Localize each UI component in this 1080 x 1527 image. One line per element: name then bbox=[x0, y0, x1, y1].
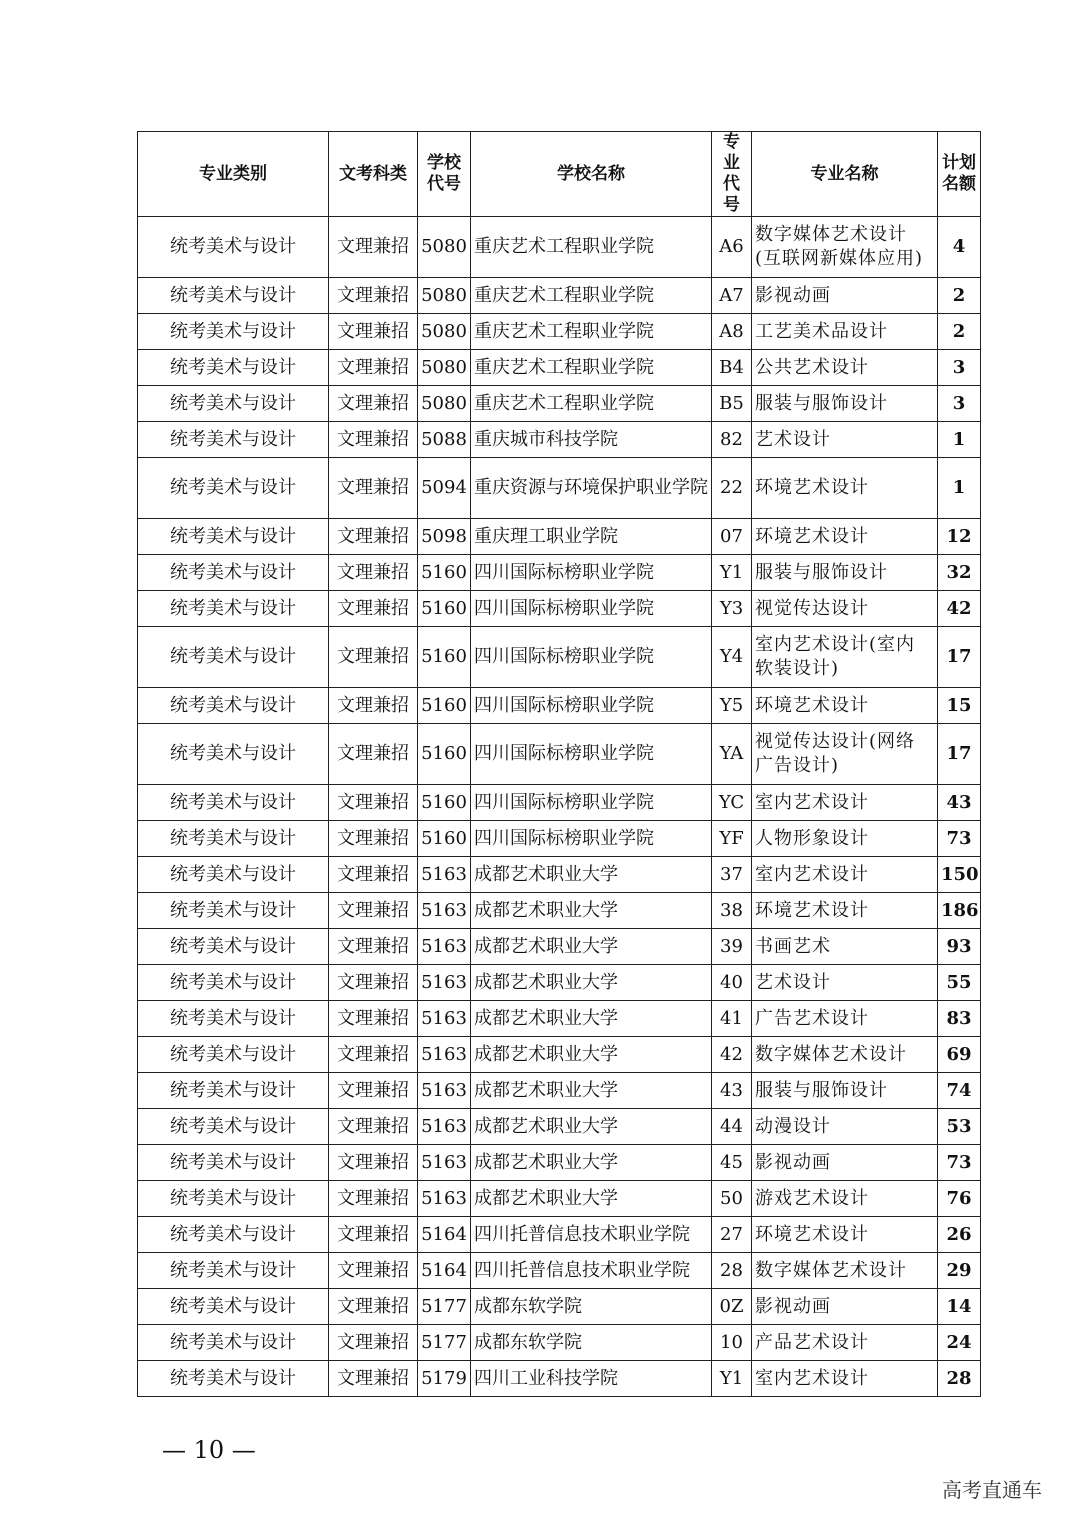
major-code-cell: 07 bbox=[712, 519, 752, 555]
major-name-cell: 环境艺术设计 bbox=[752, 519, 938, 555]
table-body bbox=[138, 217, 981, 1397]
subject-cell: 文理兼招 bbox=[329, 314, 418, 350]
school-code-cell: 5163 bbox=[418, 857, 471, 893]
table-row bbox=[138, 857, 981, 893]
major-code-cell: Y1 bbox=[712, 555, 752, 591]
subject-cell: 文理兼招 bbox=[329, 724, 418, 785]
table-row bbox=[138, 458, 981, 519]
category-cell: 统考美术与设计 bbox=[138, 1109, 329, 1145]
header-category: 专业类别 bbox=[138, 132, 329, 217]
school-code-cell: 5163 bbox=[418, 1037, 471, 1073]
subject-cell: 文理兼招 bbox=[329, 1001, 418, 1037]
quota-cell: 2 bbox=[938, 314, 981, 350]
table-row bbox=[138, 785, 981, 821]
category-cell: 统考美术与设计 bbox=[138, 314, 329, 350]
subject-cell: 文理兼招 bbox=[329, 1073, 418, 1109]
major-name-cell: 动漫设计 bbox=[752, 1109, 938, 1145]
school-name-cell: 成都艺术职业大学 bbox=[471, 1037, 712, 1073]
quota-cell: 2 bbox=[938, 278, 981, 314]
major-name-cell: 产品艺术设计 bbox=[752, 1325, 938, 1361]
subject-cell: 文理兼招 bbox=[329, 519, 418, 555]
quota-cell: 43 bbox=[938, 785, 981, 821]
quota-cell: 12 bbox=[938, 519, 981, 555]
table-row bbox=[138, 688, 981, 724]
subject-cell: 文理兼招 bbox=[329, 278, 418, 314]
school-name-cell: 成都艺术职业大学 bbox=[471, 1073, 712, 1109]
major-code-cell: 42 bbox=[712, 1037, 752, 1073]
school-code-cell: 5160 bbox=[418, 688, 471, 724]
header-school-code: 学校 代号 bbox=[418, 132, 471, 217]
school-code-cell: 5080 bbox=[418, 314, 471, 350]
quota-cell: 26 bbox=[938, 1217, 981, 1253]
category-cell: 统考美术与设计 bbox=[138, 591, 329, 627]
table-row bbox=[138, 278, 981, 314]
major-code-cell: B5 bbox=[712, 386, 752, 422]
table-row bbox=[138, 1253, 981, 1289]
major-name-cell: 室内艺术设计 bbox=[752, 1361, 938, 1397]
header-major-name: 专业名称 bbox=[752, 132, 938, 217]
school-name-cell: 四川国际标榜职业学院 bbox=[471, 821, 712, 857]
major-code-cell: YA bbox=[712, 724, 752, 785]
table-row bbox=[138, 724, 981, 785]
school-code-cell: 5163 bbox=[418, 1073, 471, 1109]
table-row bbox=[138, 350, 981, 386]
quota-cell: 93 bbox=[938, 929, 981, 965]
major-name-cell: 公共艺术设计 bbox=[752, 350, 938, 386]
major-code-cell: 10 bbox=[712, 1325, 752, 1361]
major-code-cell: 27 bbox=[712, 1217, 752, 1253]
school-code-cell: 5080 bbox=[418, 278, 471, 314]
major-code-cell: YF bbox=[712, 821, 752, 857]
subject-cell: 文理兼招 bbox=[329, 688, 418, 724]
quota-cell: 17 bbox=[938, 627, 981, 688]
major-code-cell: 39 bbox=[712, 929, 752, 965]
major-name-cell: 环境艺术设计 bbox=[752, 1217, 938, 1253]
subject-cell: 文理兼招 bbox=[329, 591, 418, 627]
table-row bbox=[138, 1001, 981, 1037]
table-row bbox=[138, 1109, 981, 1145]
quota-cell: 1 bbox=[938, 422, 981, 458]
major-name-cell: 书画艺术 bbox=[752, 929, 938, 965]
school-name-cell: 重庆艺术工程职业学院 bbox=[471, 350, 712, 386]
major-code-cell: A6 bbox=[712, 217, 752, 278]
subject-cell: 文理兼招 bbox=[329, 458, 418, 519]
subject-cell: 文理兼招 bbox=[329, 386, 418, 422]
major-name-cell: 室内艺术设计 bbox=[752, 785, 938, 821]
school-code-cell: 5163 bbox=[418, 1145, 471, 1181]
school-name-cell: 成都艺术职业大学 bbox=[471, 893, 712, 929]
school-code-cell: 5163 bbox=[418, 893, 471, 929]
school-name-cell: 四川工业科技学院 bbox=[471, 1361, 712, 1397]
school-code-cell: 5098 bbox=[418, 519, 471, 555]
header-quota: 计划 名额 bbox=[938, 132, 981, 217]
major-code-cell: Y4 bbox=[712, 627, 752, 688]
category-cell: 统考美术与设计 bbox=[138, 422, 329, 458]
major-name-cell: 影视动画 bbox=[752, 1145, 938, 1181]
table-row bbox=[138, 965, 981, 1001]
major-code-cell: 82 bbox=[712, 422, 752, 458]
subject-cell: 文理兼招 bbox=[329, 1181, 418, 1217]
quota-cell: 73 bbox=[938, 821, 981, 857]
quota-cell: 83 bbox=[938, 1001, 981, 1037]
quota-cell: 69 bbox=[938, 1037, 981, 1073]
category-cell: 统考美术与设计 bbox=[138, 965, 329, 1001]
quota-cell: 29 bbox=[938, 1253, 981, 1289]
major-name-cell: 环境艺术设计 bbox=[752, 893, 938, 929]
school-name-cell: 重庆资源与环境保护职业学院 bbox=[471, 458, 712, 519]
category-cell: 统考美术与设计 bbox=[138, 1361, 329, 1397]
school-name-cell: 成都艺术职业大学 bbox=[471, 965, 712, 1001]
subject-cell: 文理兼招 bbox=[329, 821, 418, 857]
school-name-cell: 四川托普信息技术职业学院 bbox=[471, 1217, 712, 1253]
category-cell: 统考美术与设计 bbox=[138, 555, 329, 591]
table-row bbox=[138, 1145, 981, 1181]
school-code-cell: 5163 bbox=[418, 929, 471, 965]
subject-cell: 文理兼招 bbox=[329, 1217, 418, 1253]
school-name-cell: 成都艺术职业大学 bbox=[471, 857, 712, 893]
school-name-cell: 四川国际标榜职业学院 bbox=[471, 627, 712, 688]
subject-cell: 文理兼招 bbox=[329, 929, 418, 965]
school-code-cell: 5163 bbox=[418, 1001, 471, 1037]
major-code-cell: YC bbox=[712, 785, 752, 821]
major-code-cell: 28 bbox=[712, 1253, 752, 1289]
quota-cell: 14 bbox=[938, 1289, 981, 1325]
major-code-cell: Y5 bbox=[712, 688, 752, 724]
school-name-cell: 四川国际标榜职业学院 bbox=[471, 555, 712, 591]
school-name-cell: 重庆艺术工程职业学院 bbox=[471, 386, 712, 422]
major-name-cell: 室内艺术设计(室内软装设计) bbox=[752, 627, 938, 688]
major-code-cell: A7 bbox=[712, 278, 752, 314]
subject-cell: 文理兼招 bbox=[329, 1325, 418, 1361]
table-row bbox=[138, 386, 981, 422]
school-code-cell: 5094 bbox=[418, 458, 471, 519]
subject-cell: 文理兼招 bbox=[329, 785, 418, 821]
table-row bbox=[138, 314, 981, 350]
category-cell: 统考美术与设计 bbox=[138, 519, 329, 555]
major-name-cell: 视觉传达设计 bbox=[752, 591, 938, 627]
school-name-cell: 成都艺术职业大学 bbox=[471, 1001, 712, 1037]
school-code-cell: 5177 bbox=[418, 1289, 471, 1325]
school-code-cell: 5177 bbox=[418, 1325, 471, 1361]
category-cell: 统考美术与设计 bbox=[138, 1289, 329, 1325]
major-name-cell: 游戏艺术设计 bbox=[752, 1181, 938, 1217]
table-row bbox=[138, 1181, 981, 1217]
major-code-cell: 22 bbox=[712, 458, 752, 519]
major-code-cell: 44 bbox=[712, 1109, 752, 1145]
category-cell: 统考美术与设计 bbox=[138, 785, 329, 821]
quota-cell: 53 bbox=[938, 1109, 981, 1145]
table-row bbox=[138, 217, 981, 278]
major-name-cell: 影视动画 bbox=[752, 1289, 938, 1325]
school-name-cell: 重庆理工职业学院 bbox=[471, 519, 712, 555]
table-row bbox=[138, 519, 981, 555]
school-name-cell: 成都艺术职业大学 bbox=[471, 1145, 712, 1181]
quota-cell: 15 bbox=[938, 688, 981, 724]
category-cell: 统考美术与设计 bbox=[138, 1073, 329, 1109]
quota-cell: 42 bbox=[938, 591, 981, 627]
table-row bbox=[138, 1289, 981, 1325]
school-name-cell: 重庆艺术工程职业学院 bbox=[471, 314, 712, 350]
major-name-cell: 服装与服饰设计 bbox=[752, 555, 938, 591]
category-cell: 统考美术与设计 bbox=[138, 1325, 329, 1361]
major-code-cell: 40 bbox=[712, 965, 752, 1001]
category-cell: 统考美术与设计 bbox=[138, 1145, 329, 1181]
table-row bbox=[138, 1325, 981, 1361]
school-name-cell: 成都艺术职业大学 bbox=[471, 1181, 712, 1217]
school-code-cell: 5080 bbox=[418, 217, 471, 278]
category-cell: 统考美术与设计 bbox=[138, 893, 329, 929]
category-cell: 统考美术与设计 bbox=[138, 857, 329, 893]
school-name-cell: 四川托普信息技术职业学院 bbox=[471, 1253, 712, 1289]
school-code-cell: 5160 bbox=[418, 627, 471, 688]
category-cell: 统考美术与设计 bbox=[138, 821, 329, 857]
major-name-cell: 人物形象设计 bbox=[752, 821, 938, 857]
category-cell: 统考美术与设计 bbox=[138, 688, 329, 724]
major-code-cell: 45 bbox=[712, 1145, 752, 1181]
major-name-cell: 数字媒体艺术设计 bbox=[752, 1037, 938, 1073]
table-row bbox=[138, 893, 981, 929]
category-cell: 统考美术与设计 bbox=[138, 1217, 329, 1253]
school-name-cell: 四川国际标榜职业学院 bbox=[471, 724, 712, 785]
major-code-cell: Y1 bbox=[712, 1361, 752, 1397]
school-code-cell: 5160 bbox=[418, 591, 471, 627]
table-header-row bbox=[138, 132, 981, 217]
school-code-cell: 5160 bbox=[418, 555, 471, 591]
quota-cell: 186 bbox=[938, 893, 981, 929]
school-code-cell: 5080 bbox=[418, 350, 471, 386]
quota-cell: 28 bbox=[938, 1361, 981, 1397]
school-code-cell: 5080 bbox=[418, 386, 471, 422]
major-name-cell: 服装与服饰设计 bbox=[752, 386, 938, 422]
category-cell: 统考美术与设计 bbox=[138, 278, 329, 314]
subject-cell: 文理兼招 bbox=[329, 350, 418, 386]
category-cell: 统考美术与设计 bbox=[138, 1037, 329, 1073]
school-code-cell: 5164 bbox=[418, 1253, 471, 1289]
major-code-cell: 37 bbox=[712, 857, 752, 893]
school-code-cell: 5163 bbox=[418, 965, 471, 1001]
category-cell: 统考美术与设计 bbox=[138, 724, 329, 785]
table-row bbox=[138, 591, 981, 627]
school-code-cell: 5164 bbox=[418, 1217, 471, 1253]
major-code-cell: 50 bbox=[712, 1181, 752, 1217]
school-code-cell: 5163 bbox=[418, 1181, 471, 1217]
category-cell: 统考美术与设计 bbox=[138, 929, 329, 965]
major-name-cell: 艺术设计 bbox=[752, 965, 938, 1001]
table-row bbox=[138, 1037, 981, 1073]
major-code-cell: B4 bbox=[712, 350, 752, 386]
watermark: 高考直通车 bbox=[942, 1478, 1042, 1502]
school-code-cell: 5160 bbox=[418, 785, 471, 821]
school-name-cell: 重庆城市科技学院 bbox=[471, 422, 712, 458]
table-row bbox=[138, 1361, 981, 1397]
subject-cell: 文理兼招 bbox=[329, 965, 418, 1001]
quota-cell: 76 bbox=[938, 1181, 981, 1217]
table-row bbox=[138, 1217, 981, 1253]
major-name-cell: 艺术设计 bbox=[752, 422, 938, 458]
school-code-cell: 5163 bbox=[418, 1109, 471, 1145]
subject-cell: 文理兼招 bbox=[329, 1289, 418, 1325]
quota-cell: 1 bbox=[938, 458, 981, 519]
header-major-code: 专业 代号 bbox=[712, 132, 752, 217]
school-name-cell: 重庆艺术工程职业学院 bbox=[471, 217, 712, 278]
page-number: — 10 — bbox=[162, 1436, 256, 1464]
school-code-cell: 5160 bbox=[418, 724, 471, 785]
school-name-cell: 成都艺术职业大学 bbox=[471, 1109, 712, 1145]
table-row bbox=[138, 821, 981, 857]
school-name-cell: 四川国际标榜职业学院 bbox=[471, 591, 712, 627]
quota-cell: 24 bbox=[938, 1325, 981, 1361]
table-row bbox=[138, 1073, 981, 1109]
header-school-name: 学校名称 bbox=[471, 132, 712, 217]
school-name-cell: 成都艺术职业大学 bbox=[471, 929, 712, 965]
school-name-cell: 重庆艺术工程职业学院 bbox=[471, 278, 712, 314]
school-code-cell: 5088 bbox=[418, 422, 471, 458]
header-subject: 文考科类 bbox=[329, 132, 418, 217]
major-name-cell: 数字媒体艺术设计(互联网新媒体应用) bbox=[752, 217, 938, 278]
major-name-cell: 数字媒体艺术设计 bbox=[752, 1253, 938, 1289]
major-name-cell: 影视动画 bbox=[752, 278, 938, 314]
major-name-cell: 环境艺术设计 bbox=[752, 688, 938, 724]
school-name-cell: 成都东软学院 bbox=[471, 1289, 712, 1325]
admission-plan-table bbox=[137, 131, 981, 1397]
subject-cell: 文理兼招 bbox=[329, 1037, 418, 1073]
category-cell: 统考美术与设计 bbox=[138, 1001, 329, 1037]
school-code-cell: 5160 bbox=[418, 821, 471, 857]
table-row bbox=[138, 422, 981, 458]
quota-cell: 32 bbox=[938, 555, 981, 591]
quota-cell: 55 bbox=[938, 965, 981, 1001]
subject-cell: 文理兼招 bbox=[329, 857, 418, 893]
subject-cell: 文理兼招 bbox=[329, 422, 418, 458]
category-cell: 统考美术与设计 bbox=[138, 458, 329, 519]
school-name-cell: 成都东软学院 bbox=[471, 1325, 712, 1361]
major-code-cell: 0Z bbox=[712, 1289, 752, 1325]
subject-cell: 文理兼招 bbox=[329, 555, 418, 591]
major-name-cell: 室内艺术设计 bbox=[752, 857, 938, 893]
category-cell: 统考美术与设计 bbox=[138, 627, 329, 688]
table-row bbox=[138, 555, 981, 591]
major-name-cell: 环境艺术设计 bbox=[752, 458, 938, 519]
school-name-cell: 四川国际标榜职业学院 bbox=[471, 688, 712, 724]
major-name-cell: 服装与服饰设计 bbox=[752, 1073, 938, 1109]
subject-cell: 文理兼招 bbox=[329, 217, 418, 278]
major-code-cell: 38 bbox=[712, 893, 752, 929]
major-code-cell: A8 bbox=[712, 314, 752, 350]
major-name-cell: 视觉传达设计(网络广告设计) bbox=[752, 724, 938, 785]
category-cell: 统考美术与设计 bbox=[138, 1181, 329, 1217]
quota-cell: 74 bbox=[938, 1073, 981, 1109]
subject-cell: 文理兼招 bbox=[329, 1253, 418, 1289]
school-code-cell: 5179 bbox=[418, 1361, 471, 1397]
quota-cell: 3 bbox=[938, 350, 981, 386]
major-name-cell: 工艺美术品设计 bbox=[752, 314, 938, 350]
subject-cell: 文理兼招 bbox=[329, 1145, 418, 1181]
table-row bbox=[138, 627, 981, 688]
table-row bbox=[138, 929, 981, 965]
major-name-cell: 广告艺术设计 bbox=[752, 1001, 938, 1037]
major-code-cell: 41 bbox=[712, 1001, 752, 1037]
category-cell: 统考美术与设计 bbox=[138, 217, 329, 278]
quota-cell: 17 bbox=[938, 724, 981, 785]
quota-cell: 3 bbox=[938, 386, 981, 422]
quota-cell: 4 bbox=[938, 217, 981, 278]
category-cell: 统考美术与设计 bbox=[138, 350, 329, 386]
subject-cell: 文理兼招 bbox=[329, 1361, 418, 1397]
subject-cell: 文理兼招 bbox=[329, 893, 418, 929]
subject-cell: 文理兼招 bbox=[329, 1109, 418, 1145]
major-code-cell: 43 bbox=[712, 1073, 752, 1109]
school-name-cell: 四川国际标榜职业学院 bbox=[471, 785, 712, 821]
category-cell: 统考美术与设计 bbox=[138, 1253, 329, 1289]
quota-cell: 73 bbox=[938, 1145, 981, 1181]
quota-cell: 150 bbox=[938, 857, 981, 893]
major-code-cell: Y3 bbox=[712, 591, 752, 627]
category-cell: 统考美术与设计 bbox=[138, 386, 329, 422]
subject-cell: 文理兼招 bbox=[329, 627, 418, 688]
